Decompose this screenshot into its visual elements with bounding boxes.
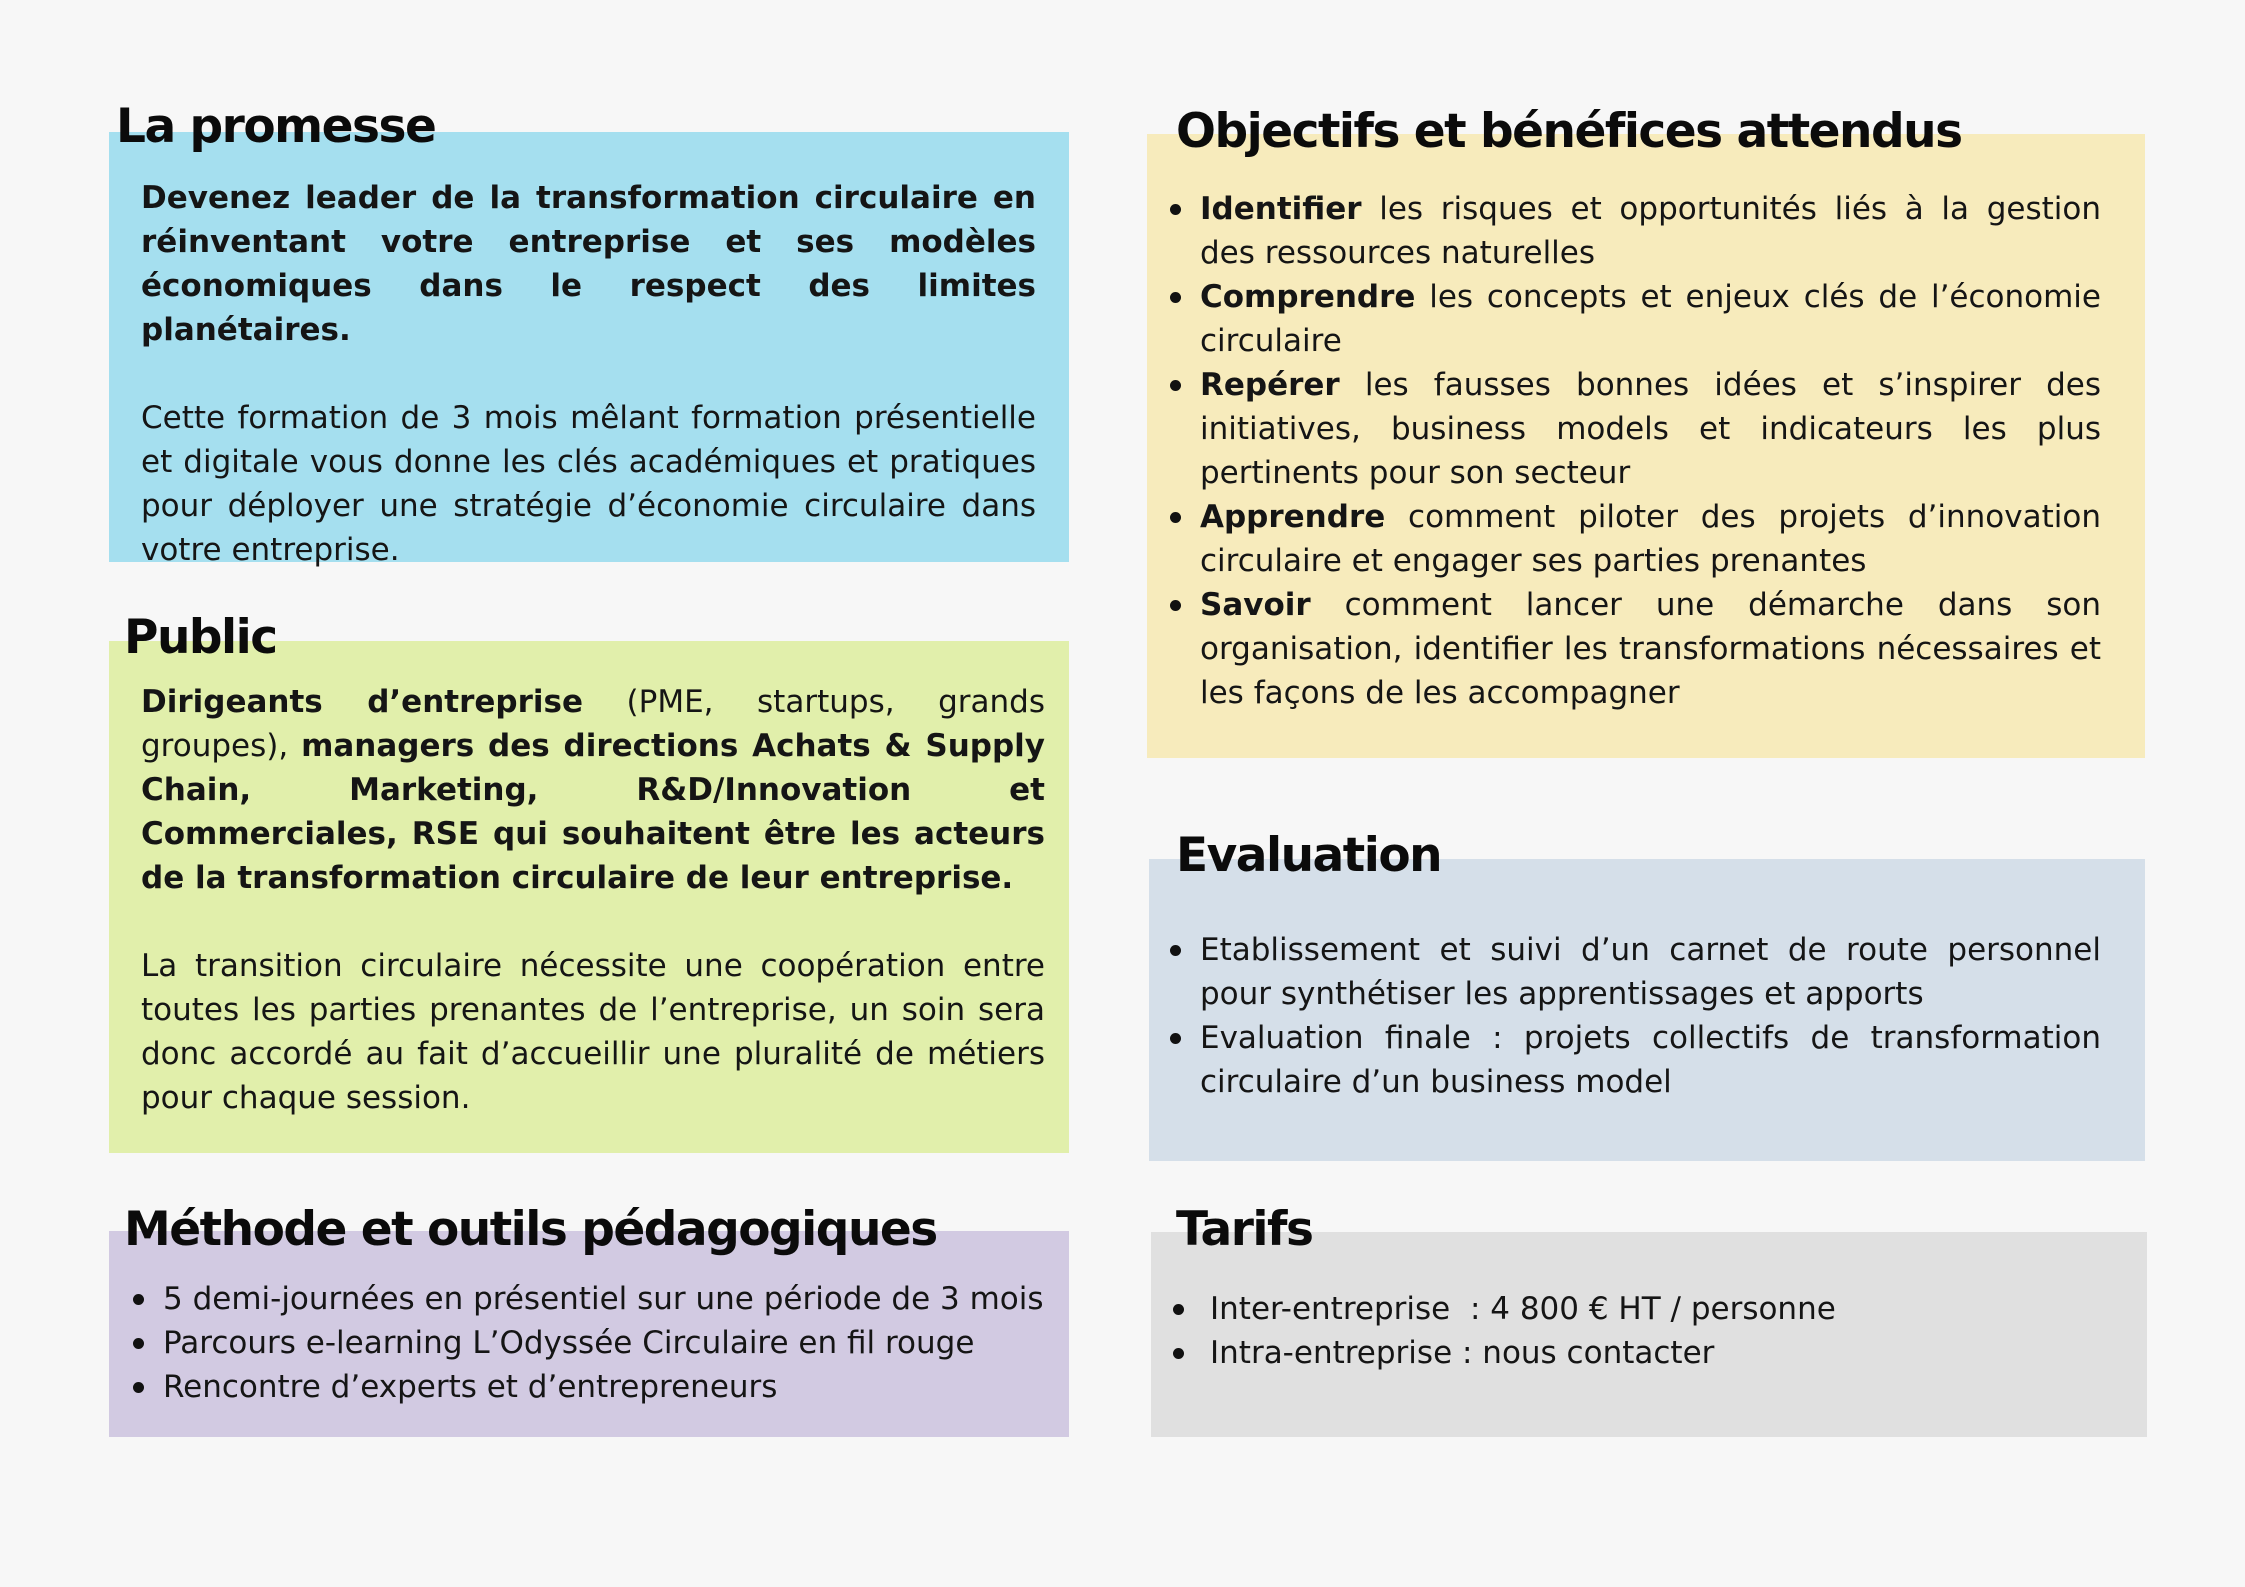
evaluation-title: Evaluation <box>1176 828 1442 883</box>
list-item: Apprendre comment piloter des projets d’innovation circulaire et engager ses parties prenantes <box>1170 495 2101 583</box>
methode-list <box>133 1277 1063 1409</box>
list-item: Savoir comment lancer une démarche dans son organisation, identifier les transformations nécessaires et les façons de les accompagner <box>1170 583 2101 715</box>
list-item: Parcours e-learning L’Odyssée Circulaire en fil rouge <box>133 1321 1063 1365</box>
bullet-icon <box>133 1382 144 1393</box>
list-item: Identifier les risques et opportunités liés à la gestion des ressources naturelles <box>1170 187 2101 275</box>
methode-content <box>133 1277 1063 1409</box>
list-item: Repérer les fausses bonnes idées et s’inspirer des initiatives, business models et indicateurs les plus pertinents pour son secteur <box>1170 363 2101 495</box>
promesse-lead: Devenez leader de la transformation circulaire en réinventant votre entreprise et ses modèles économiques dans le respect des limites planétaires. <box>141 180 1036 348</box>
tarifs-content <box>1173 1287 2103 1375</box>
methode-title: Méthode et outils pédagogiques <box>124 1202 937 1257</box>
bullet-icon <box>133 1294 144 1305</box>
list-item: Evaluation finale : projets collectifs de transformation circulaire d’un business model <box>1170 1016 2101 1104</box>
tarifs-list <box>1173 1287 2103 1375</box>
public-title: Public <box>124 610 277 665</box>
public-body: La transition circulaire nécessite une coopération entre toutes les parties prenantes de l’entreprise, un soin sera donc accordé au fait d’accueillir une pluralité de métiers pour chaque session. <box>141 948 1045 1116</box>
bullet-icon <box>1173 1348 1184 1359</box>
objectifs-title: Objectifs et bénéfices attendus <box>1176 104 1962 159</box>
bullet-icon <box>1170 512 1181 523</box>
public-lead: Dirigeants d’entreprise (PME, startups, grands groupes), managers des directions Achats & Supply Chain, Marketing, R&D/Innovation et Commerciales, RSE qui souhaitent être les acteurs de la transformation circulaire de leur entreprise. <box>141 684 1045 896</box>
bullet-icon <box>133 1338 144 1349</box>
evaluation-list <box>1170 928 2101 1104</box>
public-content <box>141 680 1045 1120</box>
bullet-icon <box>1170 1033 1181 1044</box>
list-item: 5 demi-journées en présentiel sur une période de 3 mois <box>133 1277 1063 1321</box>
bullet-icon <box>1170 292 1181 303</box>
list-item: Inter-entreprise : 4 800 € HT / personne <box>1173 1287 2103 1331</box>
bullet-icon <box>1170 380 1181 391</box>
list-item: Etablissement et suivi d’un carnet de route personnel pour synthétiser les apprentissages et apports <box>1170 928 2101 1016</box>
bullet-icon <box>1170 204 1181 215</box>
evaluation-content <box>1170 928 2101 1104</box>
bullet-icon <box>1173 1304 1184 1315</box>
list-item: Comprendre les concepts et enjeux clés de l’économie circulaire <box>1170 275 2101 363</box>
bullet-icon <box>1170 945 1181 956</box>
list-item: Rencontre d’experts et d’entrepreneurs <box>133 1365 1063 1409</box>
tarifs-title: Tarifs <box>1176 1202 1313 1257</box>
objectifs-list <box>1170 187 2101 715</box>
bullet-icon <box>1170 600 1181 611</box>
promesse-title: La promesse <box>116 99 436 154</box>
list-item: Intra-entreprise : nous contacter <box>1173 1331 2103 1375</box>
promesse-content <box>141 176 1036 572</box>
promesse-body: Cette formation de 3 mois mêlant formation présentielle et digitale vous donne les clés académiques et pratiques pour déployer une stratégie d’économie circulaire dans votre entreprise. <box>141 400 1036 568</box>
objectifs-content <box>1170 187 2101 715</box>
